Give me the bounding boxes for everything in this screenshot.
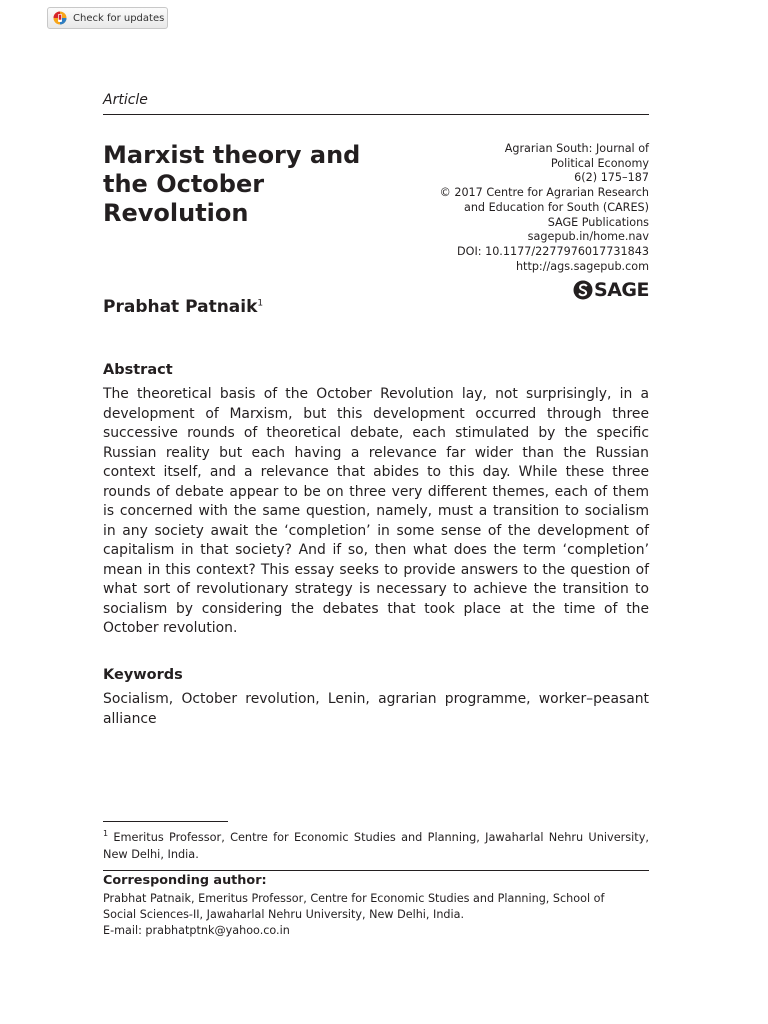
crossmark-icon	[53, 11, 67, 25]
corresponding-author-details	[103, 891, 655, 939]
footnote-marker: 1	[103, 829, 109, 838]
header-divider	[103, 114, 649, 115]
footnote-divider	[103, 821, 228, 822]
journal-info-line: Political Economy	[550, 156, 649, 170]
journal-info-line: and Education for South (CARES)	[463, 200, 649, 214]
corresponding-author-heading: Corresponding author:	[103, 873, 267, 888]
journal-info-line: SAGE Publications	[547, 215, 649, 229]
article-title: Marxist theory and the October Revolution	[103, 141, 361, 227]
journal-info-line: © 2017 Centre for Agrarian Research	[439, 186, 649, 200]
sage-s-mark-icon	[573, 280, 593, 300]
check-for-updates-button[interactable]	[47, 7, 168, 29]
corresponding-author-line: Social Sciences-II, Jawaharlal Nehru University, New Delhi, India.	[103, 908, 465, 921]
abstract-heading: Abstract	[103, 362, 173, 378]
abstract-text: The theoretical basis of the October Revolution lay, not surprisingly, in a development of Marxism, but this development occurred through three successive rounds of theoretical debate, each stimulated by the specific Russian reality but each having a relevance far wider than the Russian context itself, and a relevance that abides to this day. While these three rounds of debate appear to be on three very different themes, each of them is concerned with the same question, namely, must a transition to socialism in any society await the ‘completion’ in some sense of the development of capitalism in that society? And if so, then what does the term ‘completion’ mean in this context? This essay seeks to provide answers to the question of what sort of revolutionary strategy is necessary to achieve the transition to socialism by considering the debates that took place at the time of the October revolution.	[103, 386, 649, 636]
keywords-heading: Keywords	[103, 667, 183, 683]
author-name	[103, 297, 263, 317]
journal-info-line: 6(2) 175–187	[574, 171, 649, 185]
journal-info	[369, 142, 649, 274]
check-for-updates-label: Check for updates	[73, 12, 165, 24]
footnote	[103, 825, 649, 863]
author-footnote-marker[interactable]: 1	[257, 298, 264, 309]
article-type-label: Article	[103, 92, 148, 108]
author-name-text: Prabhat Patnaik	[103, 297, 258, 317]
journal-info-line[interactable]: sagepub.in/home.nav	[527, 230, 649, 244]
journal-info-line: Agrarian South: Journal of	[504, 142, 649, 155]
sage-logo-text: SAGE	[594, 279, 649, 301]
journal-url-link[interactable]: http://ags.sagepub.com	[515, 259, 649, 273]
corresponding-divider	[103, 870, 649, 871]
corresponding-author-line: Prabhat Patnaik, Emeritus Professor, Centre for Economic Studies and Planning, School of	[103, 892, 605, 905]
corresponding-author-email[interactable]: E-mail: prabhatptnk@yahoo.co.in	[103, 924, 290, 937]
sage-logo	[573, 279, 649, 301]
doi-link[interactable]: DOI: 10.1177/2277976017731843	[457, 244, 649, 258]
footnote-text: Emeritus Professor, Centre for Economic Studies and Planning, Jawaharlal Nehru University, New Delhi, India.	[103, 830, 650, 861]
keywords-text: Socialism, October revolution, Lenin, agrarian programme, worker–peasant alliance	[103, 691, 649, 727]
